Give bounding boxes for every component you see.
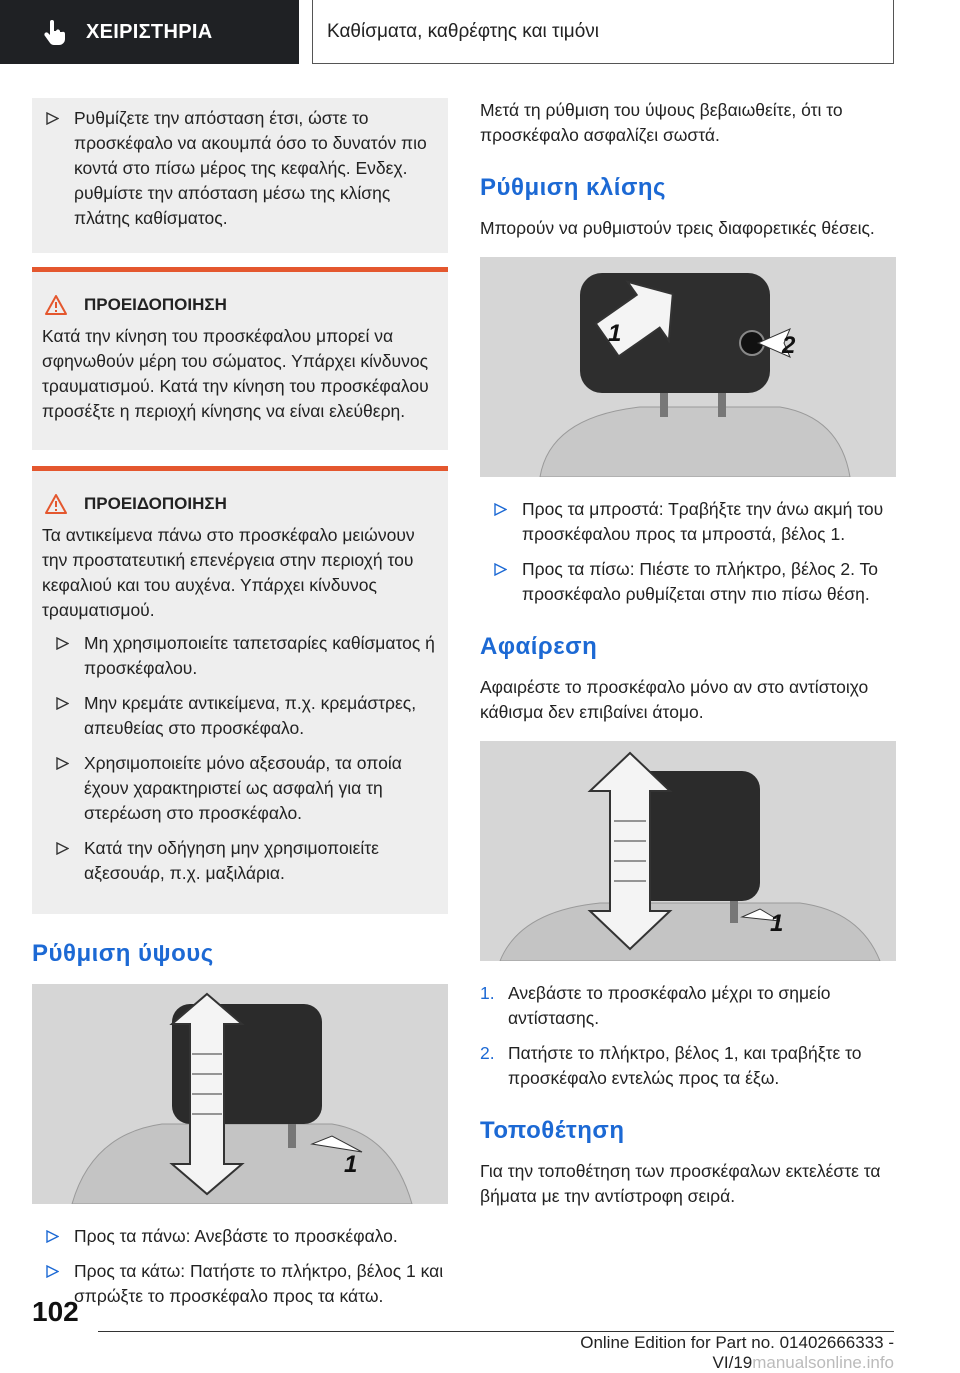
warning-box-pinch [32,267,448,450]
distance-instruction-box [32,98,448,253]
triangle-bullet-icon [494,503,507,516]
chapter-title: Καθίσματα, καθρέφτης και τιμόνι [327,20,600,42]
removal-text: Αφαιρέστε το προσκέφαλο μόνο αν στο αντίστοιχο κάθισμα δεν επιβαίνει άτομο. [480,677,869,722]
step-number: 2. [480,1043,495,1063]
triangle-bullet-icon [56,637,69,650]
height-adjust-figure [32,984,448,1204]
triangle-bullet-icon [56,842,69,855]
list-item [32,106,442,231]
left-column [32,98,448,1319]
edition-text: Online Edition for Part no. 01402666333 - VI/19 [580,1333,894,1372]
headrest-removal-illustration [480,741,896,961]
triangle-bullet-icon [46,1230,59,1243]
hand-touch-icon [40,18,68,46]
watermark-site[interactable]: manualsonline.info [752,1353,894,1372]
triangle-bullet-icon [494,563,507,576]
list-item: Μη χρησιμοποιείτε ταπετσαρίες καθίσματος ή προσκέφαλου. [42,631,436,681]
height-adjust-heading: Ρύθμιση ύψους [32,940,214,967]
footer-divider [98,1331,894,1332]
page-header [0,0,960,66]
warning-text: Κατά την κίνηση του προσκέφαλου μπορεί να σφηνωθούν μέρη του σώματος. Υπάρχει κίνδυνος τραυματισμού. Κατά την κίνηση του προσκέφαλου προσέξτε η περιοχή κίνησης να είναι ελεύθερη. [42,326,429,421]
list-item: Προς τα μπροστά: Τραβήξτε την άνω ακμή του προσκέφαλου προς τα μπροστά, βέλος 1. [480,497,896,547]
warning-triangle-icon [44,294,68,316]
list-item: Προς τα πάνω: Ανεβάστε το προσκέφαλο. [32,1224,448,1249]
warning-title: ΠΡΟΕΙΔΟΠΟΙΗΣΗ [42,493,436,515]
tilt-adjust-figure [480,257,896,477]
right-column [480,98,896,1221]
triangle-bullet-icon [46,1265,59,1278]
callout-1: 1 [608,320,622,347]
triangle-bullet-icon [56,757,69,770]
warning-text: Τα αντικείμενα πάνω στο προσκέφαλο μειώνουν την προστατευτική επενέργεια στην περιοχή του κεφαλιού και του αυχένα. Υπάρχει κίνδυνος τραυματισμού. [42,525,415,620]
list-item: 2. Πατήστε το πλήκτρο, βέλος 1, και τραβήξτε το προσκέφαλο εντελώς προς τα έξω. [480,1043,862,1088]
step-number: 1. [480,983,495,1003]
page-number: 102 [32,1296,79,1327]
triangle-bullet-icon [46,112,59,125]
manual-section-label: ΧΕΙΡΙΣΤΗΡΙΑ [86,20,213,43]
removal-heading: Αφαίρεση [480,633,598,660]
install-heading: Τοποθέτηση [480,1117,625,1144]
warning-title: ΠΡΟΕΙΔΟΠΟΙΗΣΗ [42,294,436,316]
warning-box-objects [32,466,448,914]
list-item-text: Ρυθμίζετε την απόσταση έτσι, ώστε το προσκέφαλο να ακουμπά όσο το δυνατόν πιο κοντά στο πίσω μέρος της κεφαλής. Ενδεχ. ρυθμίστε την απόσταση μέσω της κλίσης πλάτης καθίσματος. [74,108,427,228]
callout-1: 1 [770,910,784,937]
install-text: Για την τοποθέτηση των προσκέφαλων εκτελέστε τα βήματα με την αντίστροφη σειρά. [480,1161,881,1206]
callout-1: 1 [344,1151,358,1178]
callout-2: 2 [782,332,796,359]
tilt-text: Μπορούν να ρυθμιστούν τρεις διαφορετικές θέσεις. [480,218,875,238]
list-item: Προς τα κάτω: Πατήστε το πλήκτρο, βέλος 1 και σπρώξτε το προσκέφαλο προς τα κάτω. [32,1259,448,1309]
list-item: Κατά την οδήγηση μην χρησιμοποιείτε αξεσουάρ, π.χ. μαξιλάρια. [42,836,436,886]
tilt-adjust-heading: Ρύθμιση κλίσης [480,174,667,201]
manual-section-tab[interactable] [0,0,299,64]
triangle-bullet-icon [56,697,69,710]
headrest-height-illustration [32,984,448,1204]
list-item: Χρησιμοποιείτε μόνο αξεσουάρ, τα οποία έχουν χαρακτηριστεί ως ασφαλή για τη στερέωση στο προσκέφαλο. [42,751,436,826]
footer-edition [480,1333,894,1373]
intro-text: Μετά τη ρύθμιση του ύψους βεβαιωθείτε, ότι το προσκέφαλο ασφαλίζει σωστά. [480,100,843,145]
chapter-title-box [312,0,894,64]
list-item: 1. Ανεβάστε το προσκέφαλο μέχρι το σημείο αντίστασης. [480,983,831,1028]
headrest-tilt-illustration [480,257,896,477]
removal-figure [480,741,896,961]
list-item: Προς τα πίσω: Πιέστε το πλήκτρο, βέλος 2. Το προσκέφαλο ρυθμίζεται στην πιο πίσω θέση. [480,557,896,607]
list-item: Μην κρεμάτε αντικείμενα, π.χ. κρεμάστρες, απευθείας στο προσκέφαλο. [42,691,436,741]
warning-triangle-icon [44,493,68,515]
